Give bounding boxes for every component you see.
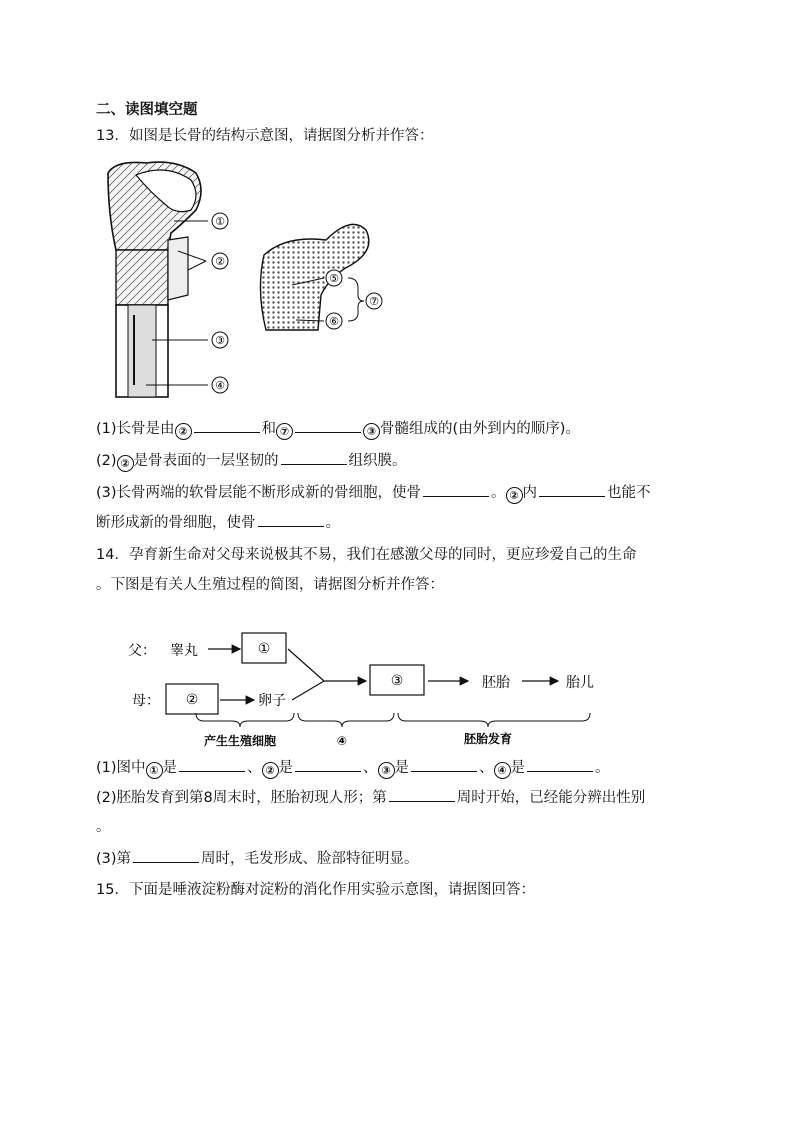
q14-stem-2: 。下图是有关人生殖过程的简图，请据图分析并作答： [96,577,444,593]
answer-blank[interactable] [133,848,199,863]
svg-text:①: ① [257,641,271,657]
q13-part2: (2) ② 是骨表面的一层坚韧的 组织膜。 [96,450,407,472]
mother-label: 母： [132,693,160,709]
label-7: ⑦ [369,295,379,308]
answer-blank[interactable] [281,450,347,465]
embryo-label: 胚胎 [482,675,510,691]
label-2: ② [215,255,225,268]
long-bone-figure [96,155,396,405]
father-label: 父： [128,643,156,659]
svg-text:②: ② [185,692,199,708]
q14-part1: (1)图中 ① 是 、 ② 是 、 ③ 是 、 ④ 是 。 [96,757,610,779]
label-1: ① [215,215,225,228]
label-4: ④ [215,379,225,392]
brace-label-3: 胚胎发育 [463,732,513,746]
answer-blank[interactable] [527,757,593,772]
reproduction-diagram [110,625,630,755]
answer-blank[interactable] [179,757,245,772]
label-5: ⑤ [329,272,339,285]
q13-part3: (3)长骨两端的软骨层能不断形成新的骨细胞，使骨 。 ② 内 也能不 [96,482,651,504]
brace-label-2: ④ [336,734,348,748]
answer-blank[interactable] [411,757,477,772]
answer-blank[interactable] [423,482,489,497]
q14-part2-cont: 。 [96,819,111,835]
q14-part2: (2)胚胎发育到第8周末时，胚胎初现人形；第 周时开始，已经能分辨出性别 [96,787,645,808]
fetus-label: 胎儿 [566,675,594,691]
answer-blank[interactable] [258,512,324,527]
q13-part3-cont: 断形成新的骨细胞，使骨 。 [96,512,340,533]
q13-stem: 13．如图是长骨的结构示意图，请据图分析并作答： [96,128,434,144]
q14-part3: (3)第 周时，毛发形成、脸部特征明显。 [96,848,419,869]
bone-section [260,224,368,330]
answer-blank[interactable] [194,418,260,433]
svg-text:③: ③ [390,673,404,689]
answer-blank[interactable] [295,757,361,772]
label-6: ⑥ [329,315,339,328]
answer-blank[interactable] [295,418,361,433]
testis-label: 睾丸 [170,643,198,659]
bone-shaft-upper [116,250,168,305]
brace-label-1: 产生生殖细胞 [203,734,277,748]
label-3: ③ [215,334,225,347]
answer-blank[interactable] [389,787,455,802]
q13-part1: (1)长骨是由 ② 和 ⑦ ③ 骨髓组成的(由外到内的顺序)。 [96,418,580,440]
q15-stem: 15．下面是唾液淀粉酶对淀粉的消化作用实验示意图，请据图回答： [96,882,535,898]
egg-label: 卵子 [258,693,286,709]
q14-stem-1: 14．孕育新生命对父母来说极其不易，我们在感激父母的同时，更应珍爱自己的生命 [96,547,637,563]
section-title: 二、读图填空题 [96,102,198,118]
answer-blank[interactable] [539,482,605,497]
